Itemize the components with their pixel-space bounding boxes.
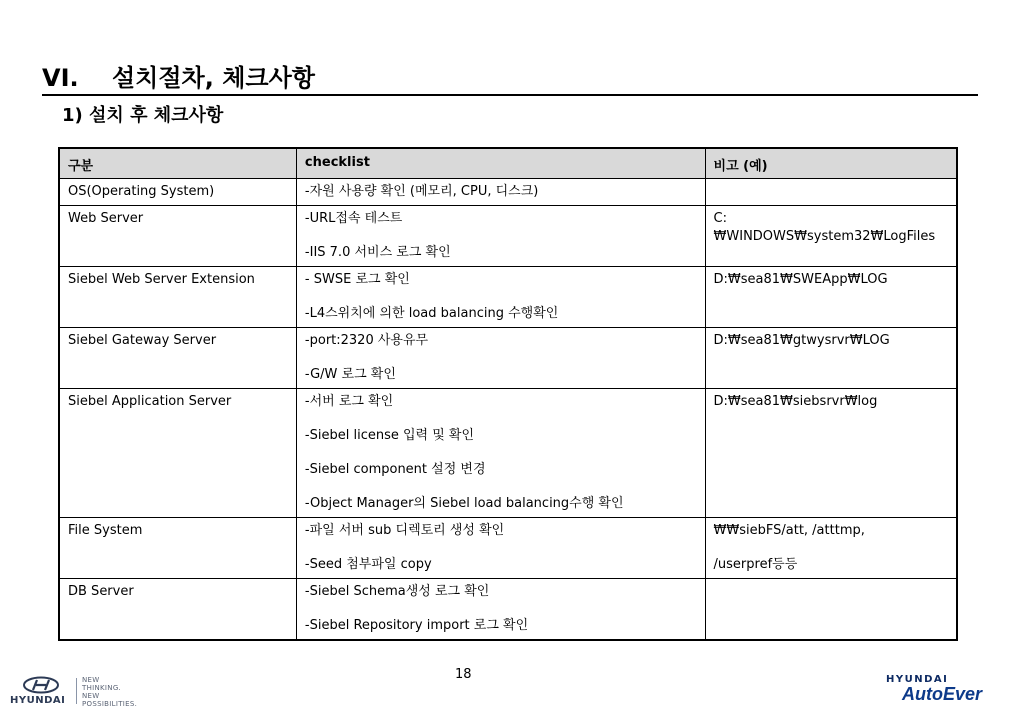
checklist-table [58, 147, 958, 641]
note-item: ₩₩siebFS/att, /atttmp, [713, 523, 865, 538]
hyundai-emblem-icon [22, 676, 60, 694]
note-item: C:₩WINDOWS₩system32₩LogFiles [713, 211, 936, 244]
title-divider [42, 94, 978, 96]
row-category: Web Server [59, 206, 296, 267]
row-note [705, 206, 957, 267]
checklist-item: -Siebel Schema생성 로그 확인 [304, 584, 490, 599]
subtitle-text: 설치 후 체크사항 [89, 105, 224, 126]
note-item: D:₩sea81₩SWEApp₩LOG [713, 272, 888, 287]
autoever-top-text: HYUNDAI [886, 674, 949, 685]
table-row [59, 389, 957, 518]
footer-divider [76, 678, 77, 704]
row-category: File System [59, 518, 296, 579]
row-checklist [296, 267, 705, 328]
row-checklist [296, 328, 705, 389]
row-category: OS(Operating System) [59, 179, 296, 206]
row-note [705, 267, 957, 328]
row-category: Siebel Web Server Extension [59, 267, 296, 328]
row-note [705, 179, 957, 206]
row-note [705, 389, 957, 518]
checklist-item: -파일 서버 sub 디렉토리 생성 확인 [304, 523, 505, 538]
checklist-item: -Object Manager의 Siebel load balancing수행 확인 [304, 496, 624, 511]
tagline-line: THINKING. [82, 684, 122, 692]
table-header-row [59, 148, 957, 179]
note-item: /userpref등등 [713, 557, 798, 572]
checklist-item: -G/W 로그 확인 [304, 367, 396, 382]
page-number: 18 [455, 667, 472, 682]
row-note [705, 579, 957, 641]
tagline [82, 676, 137, 708]
table-row [59, 328, 957, 389]
table-row [59, 179, 957, 206]
checklist-item: -port:2320 사용유무 [304, 333, 429, 348]
checklist-item: -Siebel Repository import 로그 확인 [304, 618, 529, 633]
checklist-item: -Siebel component 설정 변경 [304, 462, 486, 477]
table-row [59, 579, 957, 641]
row-checklist [296, 518, 705, 579]
row-category: Siebel Application Server [59, 389, 296, 518]
checklist-item: -서버 로그 확인 [304, 394, 394, 409]
checklist-item: -URL접속 테스트 [304, 211, 403, 226]
table-row [59, 267, 957, 328]
note-item: D:₩sea81₩siebsrvr₩log [713, 394, 878, 409]
checklist-item: - SWSE 로그 확인 [304, 272, 410, 287]
header-category: 구분 [59, 148, 296, 179]
header-note: 비고 (예) [705, 148, 957, 179]
checklist-item: -자원 사용량 확인 (메모리, CPU, 디스크) [304, 184, 539, 199]
header-checklist: checklist [296, 148, 705, 179]
table-body [59, 179, 957, 641]
section-title: 설치절차, 체크사항 [112, 64, 315, 92]
subtitle-number: 1) [62, 105, 83, 126]
table-row [59, 518, 957, 579]
row-category: DB Server [59, 579, 296, 641]
tagline-line: NEW [82, 692, 100, 700]
tagline-line: POSSIBILITIES. [82, 700, 138, 708]
row-checklist [296, 179, 705, 206]
page-title [42, 58, 315, 93]
checklist-item: -L4스위치에 의한 load balancing 수행확인 [304, 306, 559, 321]
checklist-item: -Siebel license 입력 및 확인 [304, 428, 475, 443]
note-item: D:₩sea81₩gtwysrvr₩LOG [713, 333, 890, 348]
autoever-main-text: AutoEver [902, 684, 983, 704]
table-row [59, 206, 957, 267]
row-checklist [296, 579, 705, 641]
row-note [705, 328, 957, 389]
page-subtitle [62, 101, 223, 127]
section-number: VI. [42, 64, 79, 92]
checklist-item: -Seed 첨부파일 copy [304, 557, 432, 572]
checklist-item: -IIS 7.0 서비스 로그 확인 [304, 245, 451, 260]
hyundai-wordmark: HYUNDAI [10, 695, 66, 706]
row-checklist [296, 206, 705, 267]
row-category: Siebel Gateway Server [59, 328, 296, 389]
row-checklist [296, 389, 705, 518]
tagline-line: NEW [82, 676, 100, 684]
row-note [705, 518, 957, 579]
